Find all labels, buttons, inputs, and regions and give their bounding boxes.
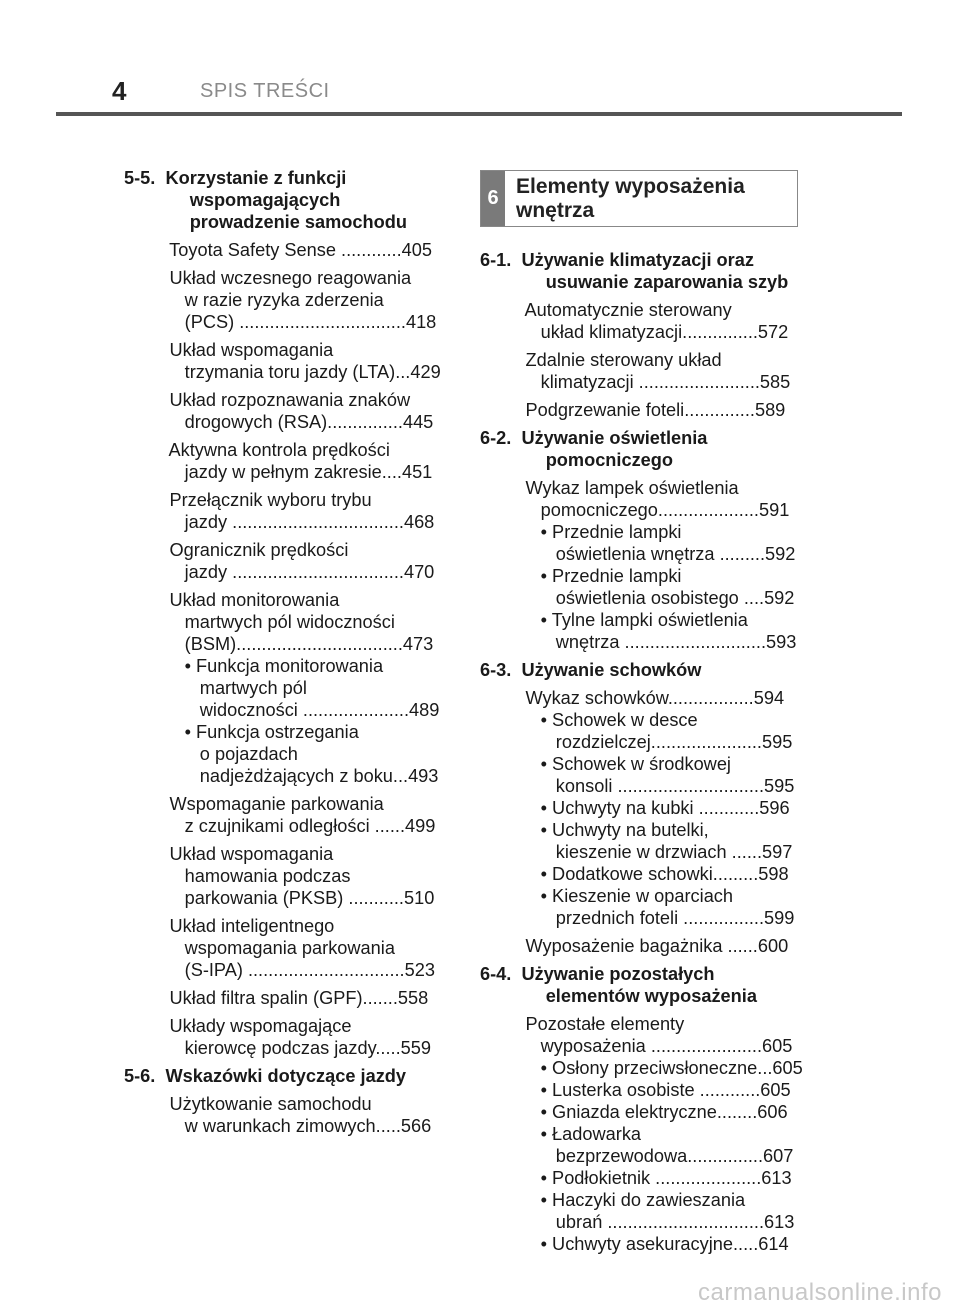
toc-entry: Pozostałe elementy	[480, 1014, 685, 1034]
toc-entry: z czujnikami odległości ......499	[124, 816, 436, 836]
toc-entry: Aktywna kontrola prędkości	[124, 440, 390, 460]
toc-entry: oświetlenia osobistego ....592	[480, 588, 795, 608]
toc-left-column	[124, 167, 444, 1137]
toc-section-heading: 5-5. Korzystanie z funkcji	[124, 168, 347, 188]
toc-section-heading: pomocniczego	[480, 450, 674, 470]
toc-entry: martwych pól	[124, 678, 307, 698]
toc-entry: rozdzielczej......................595	[480, 732, 793, 752]
chapter-heading-box	[480, 170, 798, 227]
toc-entry: • Podłokietnik .....................613	[480, 1168, 792, 1188]
toc-entry: w warunkach zimowych.....566	[124, 1116, 432, 1136]
toc-entry: kieszenie w drzwiach ......597	[480, 842, 793, 862]
toc-entry: • Schowek w desce	[480, 710, 698, 730]
toc-entry: Zdalnie sterowany układ	[480, 350, 722, 370]
toc-entry: martwych pól widoczności	[124, 612, 395, 632]
toc-section-heading: wspomagających	[124, 190, 341, 210]
toc-entry: wnętrza ............................593	[480, 632, 797, 652]
section-title: SPIS TREŚCI	[200, 80, 330, 102]
toc-entry: przednich foteli ................599	[480, 908, 795, 928]
toc-entry: jazdy ..................................470	[124, 562, 435, 582]
toc-entry: Wyposażenie bagażnika ......600	[480, 936, 789, 956]
toc-entry: ubrań ...............................613	[480, 1212, 795, 1232]
toc-entry: • Haczyki do zawieszania	[480, 1190, 746, 1210]
toc-section-heading: 6-1. Używanie klimatyzacji oraz	[480, 250, 754, 270]
toc-entry: Wspomaganie parkowania	[124, 794, 384, 814]
toc-entry: • Schowek w środkowej	[480, 754, 731, 774]
header-divider	[56, 112, 902, 116]
chapter-number-tab: 6	[481, 171, 505, 226]
toc-section-heading: 6-3. Używanie schowków	[480, 660, 702, 680]
toc-entry: hamowania podczas	[124, 866, 351, 886]
chapter-title: Elementy wyposażenia wnętrza	[516, 175, 745, 222]
toc-entry: Układ wspomagania	[124, 340, 334, 360]
toc-entry: Toyota Safety Sense ............405	[124, 240, 433, 260]
toc-entry: jazdy w pełnym zakresie....451	[124, 462, 433, 482]
toc-entry: trzymania toru jazdy (LTA)...429	[124, 362, 441, 382]
toc-entry: • Funkcja ostrzegania	[124, 722, 359, 742]
toc-entry: Układ wczesnego reagowania	[124, 268, 412, 288]
toc-entry: • Gniazda elektryczne........606	[480, 1102, 788, 1122]
toc-entry: nadjeżdżających z boku...493	[124, 766, 439, 786]
toc-entry: • Kieszenie w oparciach	[480, 886, 734, 906]
toc-entry: wspomagania parkowania	[124, 938, 395, 958]
toc-entry: drogowych (RSA)...............445	[124, 412, 434, 432]
toc-entry: jazdy ..................................468	[124, 512, 435, 532]
toc-entry: • Przednie lampki	[480, 522, 682, 542]
toc-entry: (PCS) .................................418	[124, 312, 437, 332]
toc-entry: Układ monitorowania	[124, 590, 340, 610]
toc-entry: • Uchwyty asekuracyjne.....614	[480, 1234, 789, 1254]
toc-entry: wyposażenia ......................605	[480, 1036, 793, 1056]
toc-entry: Układ rozpoznawania znaków	[124, 390, 411, 410]
toc-entry: (S-IPA) ...............................523	[124, 960, 435, 980]
page-number: 4	[112, 76, 127, 106]
toc-entry: widoczności .....................489	[124, 700, 440, 720]
toc-entry: (BSM).................................473	[124, 634, 434, 654]
toc-entry: Układ wspomagania	[124, 844, 334, 864]
toc-entry: Ogranicznik prędkości	[124, 540, 349, 560]
toc-entry: • Uchwyty na butelki,	[480, 820, 709, 840]
toc-entry: • Funkcja monitorowania	[124, 656, 384, 676]
site-watermark: carmanualsonline.info	[698, 1279, 942, 1306]
toc-entry: bezprzewodowa...............607	[480, 1146, 794, 1166]
toc-entry: pomocniczego....................591	[480, 500, 790, 520]
toc-entry: • Przednie lampki	[480, 566, 682, 586]
toc-entry: Podgrzewanie foteli..............589	[480, 400, 786, 420]
toc-entry: • Dodatkowe schowki.........598	[480, 864, 789, 884]
toc-entry: układ klimatyzacji...............572	[480, 322, 789, 342]
toc-entry: w razie ryzyka zderzenia	[124, 290, 384, 310]
toc-entry: Przełącznik wyboru trybu	[124, 490, 372, 510]
toc-entry: • Tylne lampki oświetlenia	[480, 610, 748, 630]
toc-section-heading: usuwanie zaparowania szyb	[480, 272, 789, 292]
toc-section-heading: 5-6. Wskazówki dotyczące jazdy	[124, 1066, 407, 1086]
toc-entry: parkowania (PKSB) ...........510	[124, 888, 435, 908]
toc-section-heading: 6-4. Używanie pozostałych	[480, 964, 715, 984]
toc-entry: • Osłony przeciwsłoneczne...605	[480, 1058, 803, 1078]
toc-entry: Układ inteligentnego	[124, 916, 335, 936]
toc-entry: Automatycznie sterowany	[480, 300, 732, 320]
toc-entry: • Uchwyty na kubki ............596	[480, 798, 790, 818]
toc-entry: kierowcę podczas jazdy.....559	[124, 1038, 431, 1058]
toc-entry: • Ładowarka	[480, 1124, 642, 1144]
toc-entry: • Lusterka osobiste ............605	[480, 1080, 791, 1100]
toc-entry: o pojazdach	[124, 744, 298, 764]
toc-section-heading: elementów wyposażenia	[480, 986, 757, 1006]
toc-entry: Układ filtra spalin (GPF).......558	[124, 988, 429, 1008]
toc-entry: konsoli .............................595	[480, 776, 795, 796]
toc-entry: Układy wspomagające	[124, 1016, 352, 1036]
toc-entry: Wykaz schowków.................594	[480, 688, 785, 708]
toc-entry: Wykaz lampek oświetlenia	[480, 478, 739, 498]
toc-entry: oświetlenia wnętrza .........592	[480, 544, 796, 564]
toc-entry: Użytkowanie samochodu	[124, 1094, 372, 1114]
toc-right-column	[480, 249, 803, 1255]
toc-entry: klimatyzacji ........................585	[480, 372, 791, 392]
toc-section-heading: 6-2. Używanie oświetlenia	[480, 428, 708, 448]
toc-section-heading: prowadzenie samochodu	[124, 212, 407, 232]
